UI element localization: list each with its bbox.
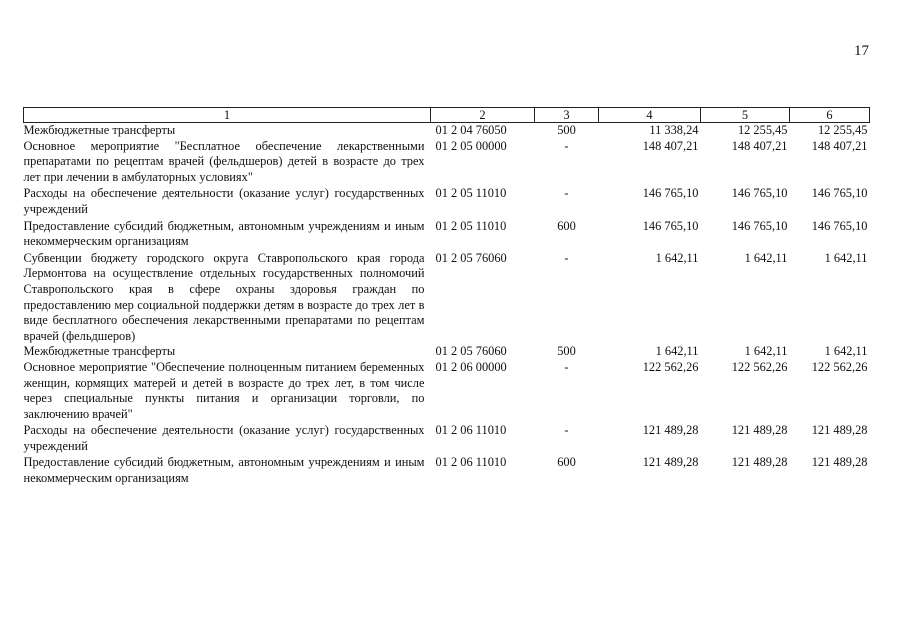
row-value-3: 1 642,11 — [824, 250, 868, 265]
row-value-3: 1 642,11 — [824, 344, 868, 359]
row-expense-type: 600 — [557, 218, 576, 233]
row-name: Межбюджетные трансферты — [23, 123, 176, 137]
row-code: 01 2 05 76060 — [435, 344, 507, 359]
table-row — [24, 454, 870, 486]
column-header-3: 3 — [535, 108, 599, 123]
row-value-2: 122 562,26 — [731, 359, 788, 374]
row-code: 01 2 06 11010 — [435, 423, 507, 438]
row-value-2: 121 489,28 — [731, 455, 788, 470]
row-name: Основное мероприятие "Бесплатное обеспечение лекарственными препаратами по рецептам врачей (фельдшеров) детей в возрасте до трех лет при лечении в амбулаторных условиях" — [23, 138, 425, 184]
row-value-2: 148 407,21 — [731, 138, 788, 153]
table-row — [24, 250, 870, 345]
row-value-1: 121 489,28 — [642, 423, 699, 438]
table-row — [24, 218, 870, 250]
row-value-2: 146 765,10 — [731, 186, 788, 201]
row-value-3: 122 562,26 — [811, 359, 868, 374]
row-code: 01 2 05 11010 — [435, 218, 507, 233]
table-row — [24, 344, 870, 360]
table-row — [24, 185, 870, 217]
page-number: 17 — [854, 43, 869, 59]
row-name: Основное мероприятие "Обеспечение полноценным питанием беременных женщин, кормящих матерей и детей в возрасте до трех лет, в том числе через специальные пункты питания и организации торговли, по заключению врачей" — [23, 359, 425, 421]
table-row — [24, 139, 870, 186]
row-name: Предоставление субсидий бюджетным, автономным учреждениям и иным некоммерческим организациям — [23, 218, 425, 249]
column-header-2: 2 — [431, 108, 535, 123]
row-value-3: 12 255,45 — [817, 123, 868, 137]
budget-table — [23, 107, 870, 487]
column-header-5: 5 — [701, 108, 790, 123]
table-row — [24, 360, 870, 422]
row-value-2: 1 642,11 — [744, 344, 788, 359]
row-value-1: 1 642,11 — [655, 250, 699, 265]
row-value-1: 148 407,21 — [642, 138, 699, 153]
row-code: 01 2 06 00000 — [435, 359, 507, 374]
row-code: 01 2 05 11010 — [435, 186, 507, 201]
row-value-3: 146 765,10 — [811, 218, 868, 233]
row-value-3: 121 489,28 — [811, 455, 868, 470]
row-value-3: 146 765,10 — [811, 186, 868, 201]
column-header-6: 6 — [790, 108, 870, 123]
row-code: 01 2 04 76050 — [435, 123, 507, 137]
row-value-1: 11 338,24 — [649, 123, 699, 137]
column-header-4: 4 — [599, 108, 701, 123]
row-name: Субвенции бюджету городского округа Ставропольского края города Лермонтова на осуществление отдельных государственных полномочий Ставропольского края в сфере охраны здоровья граждан по предоставлению мер социальной поддержки детям в возрасте до трех лет в виде бесплатного обеспечения лекарственными препаратами по рецептам врачей (фельдшеров) — [23, 250, 425, 343]
table-header-row — [24, 108, 870, 123]
row-code: 01 2 05 76060 — [435, 250, 507, 265]
row-value-1: 122 562,26 — [642, 359, 699, 374]
row-value-2: 146 765,10 — [731, 218, 788, 233]
row-expense-type: - — [564, 186, 569, 201]
row-code: 01 2 05 00000 — [435, 138, 507, 153]
row-expense-type: - — [564, 138, 569, 153]
row-expense-type: 500 — [557, 123, 576, 137]
table-row — [24, 123, 870, 139]
column-header-1: 1 — [24, 108, 431, 123]
row-value-3: 148 407,21 — [811, 138, 868, 153]
row-value-1: 146 765,10 — [642, 218, 699, 233]
row-value-1: 146 765,10 — [642, 186, 699, 201]
row-name: Предоставление субсидий бюджетным, автономным учреждениям и иным некоммерческим организациям — [23, 455, 425, 486]
row-code: 01 2 06 11010 — [435, 455, 507, 470]
table-row — [24, 422, 870, 454]
row-expense-type: - — [564, 423, 569, 438]
row-value-2: 12 255,45 — [737, 123, 788, 137]
row-expense-type: - — [564, 250, 569, 265]
row-name: Расходы на обеспечение деятельности (оказание услуг) государственных учреждений — [23, 186, 425, 216]
row-expense-type: - — [564, 359, 569, 374]
row-name: Расходы на обеспечение деятельности (оказание услуг) государственных учреждений — [23, 423, 425, 453]
row-expense-type: 500 — [557, 344, 576, 359]
row-expense-type: 600 — [557, 455, 576, 470]
row-value-2: 121 489,28 — [731, 423, 788, 438]
row-value-2: 1 642,11 — [744, 250, 788, 265]
row-name: Межбюджетные трансферты — [23, 344, 176, 359]
row-value-3: 121 489,28 — [811, 423, 868, 438]
row-value-1: 121 489,28 — [642, 455, 699, 470]
row-value-1: 1 642,11 — [655, 344, 699, 359]
